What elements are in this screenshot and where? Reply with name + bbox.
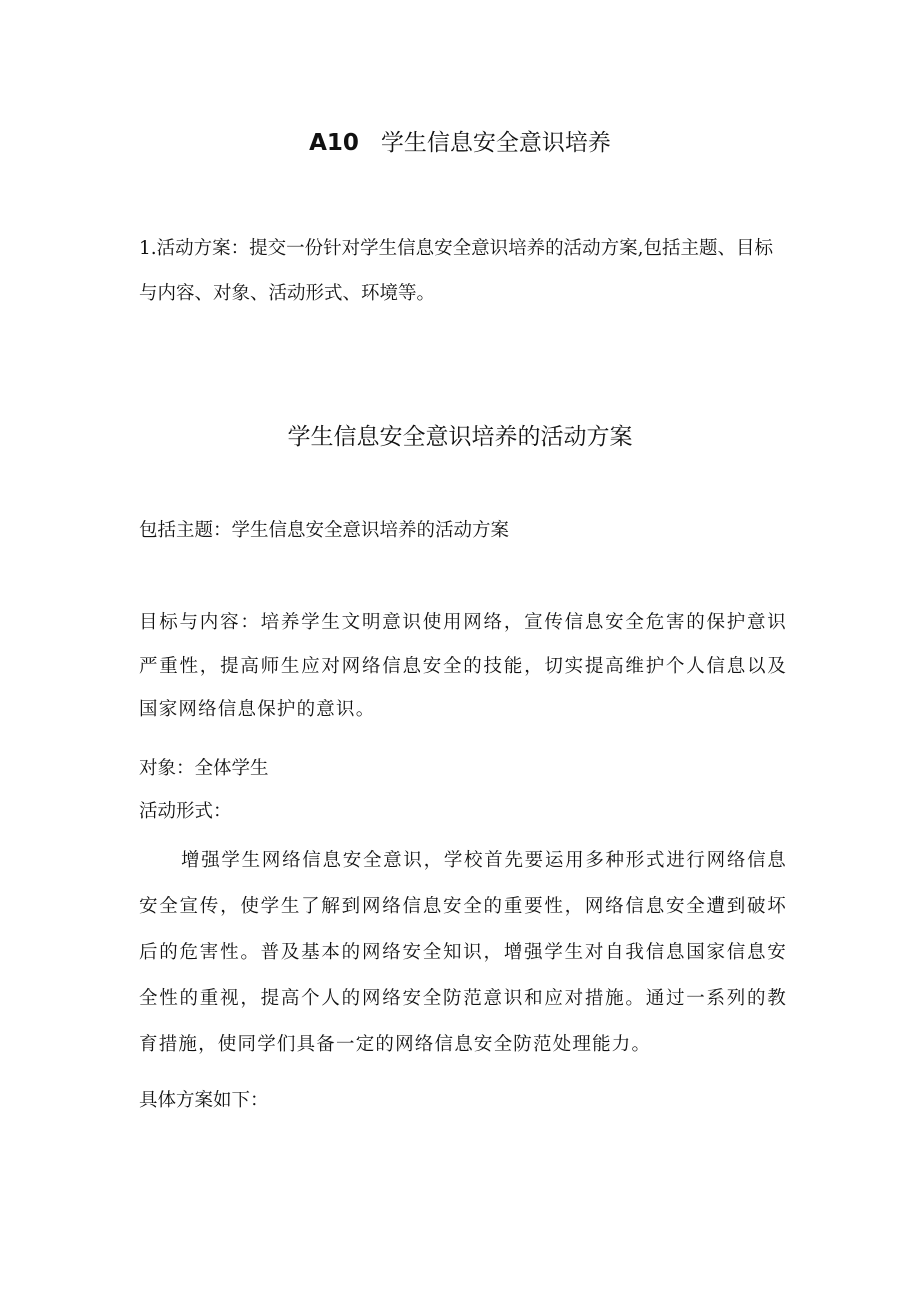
target-section: [139, 747, 787, 790]
document-code: A10: [309, 130, 359, 156]
form-paragraph: 增强学生网络信息安全意识，学校首先要运用多种形式进行网络信息安全宣传，使学生了解到网络信息安全的重要性，网络信息安全遭到破坏后的危害性。普及基本的网络安全知识，增强学生对自我信息国家信息安全性的重视，提高个人的网络安全防范意识和应对措施。通过一系列的教育措施，使同学们具备一定的网络信息安全防范处理能力。: [139, 850, 787, 1055]
form-label: 活动形式：: [139, 801, 232, 822]
theme-text: 包括主题：学生信息安全意识培养的活动方案: [139, 520, 510, 541]
task-text: 1.活动方案：提交一份针对学生信息安全意识培养的活动方案,包括主题、目标与内容、对象、活动形式、环境等。: [139, 238, 774, 304]
goal-section: [139, 601, 787, 732]
plan-intro: 具体方案如下：: [139, 1090, 269, 1111]
plan-title: 学生信息安全意识培养的活动方案: [287, 424, 633, 450]
document-title-text: 学生信息安全意识培养: [380, 130, 611, 156]
form-paragraph-section: [139, 838, 787, 1068]
target-text: 对象：全体学生: [139, 758, 269, 779]
document-title: [0, 124, 920, 157]
theme-section: [139, 509, 787, 553]
task-description: [139, 226, 789, 316]
form-label-section: [139, 790, 787, 833]
goal-text: 目标与内容：培养学生文明意识使用网络，宣传信息安全危害的保护意识严重性，提高师生应对网络信息安全的技能，切实提高维护个人信息以及国家网络信息保护的意识。: [139, 612, 787, 720]
plan-intro-section: [139, 1079, 787, 1122]
